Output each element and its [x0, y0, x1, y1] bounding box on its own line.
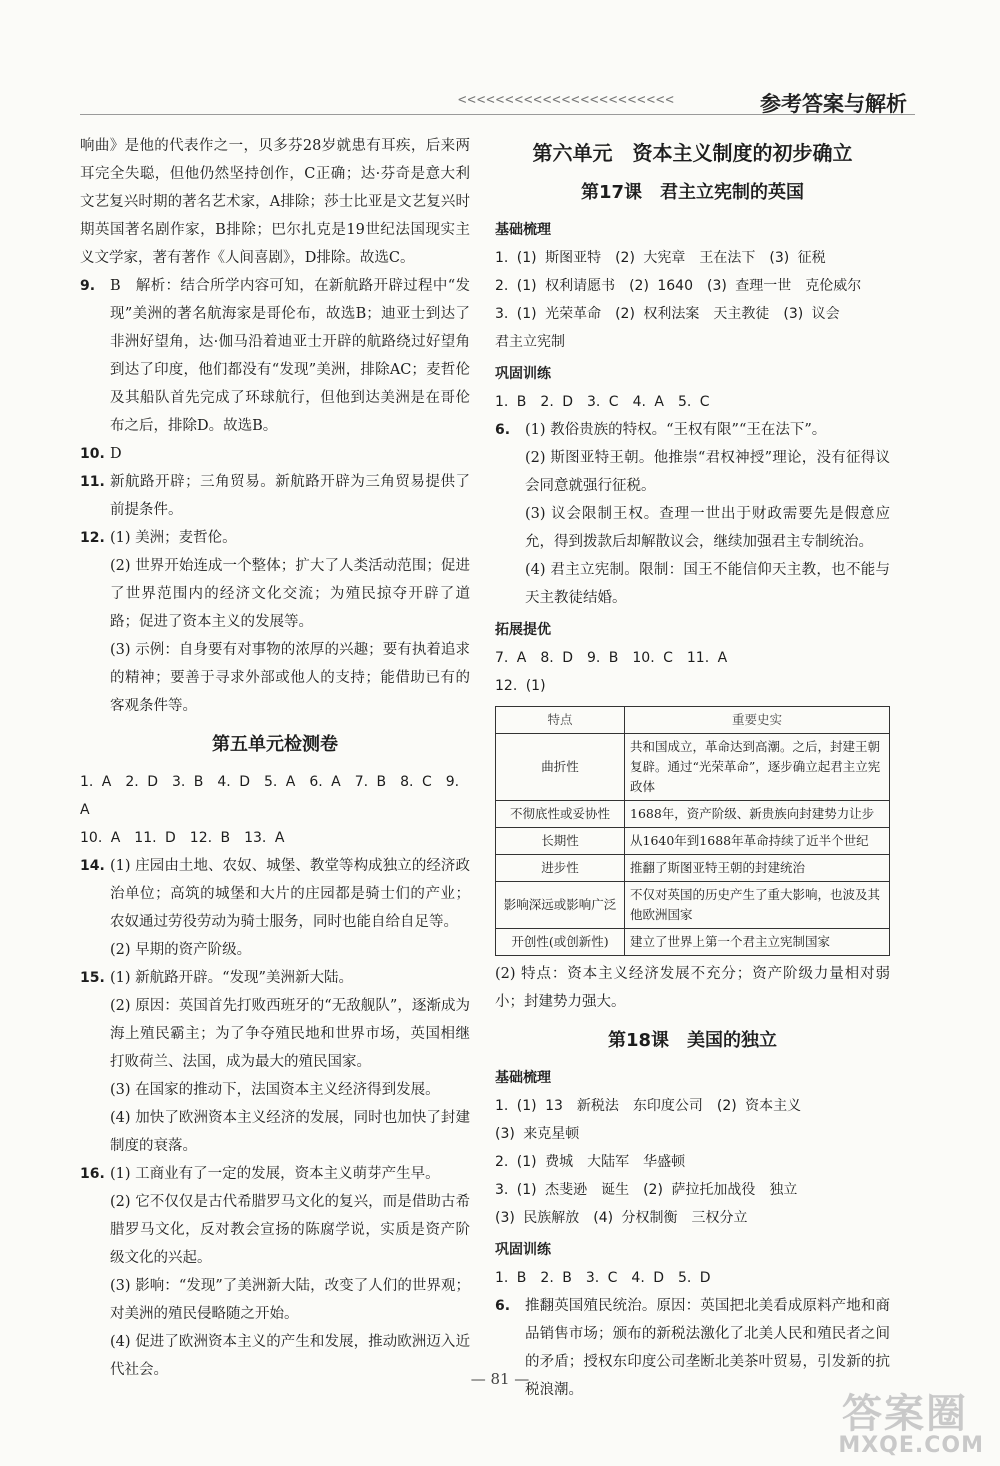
table-row	[496, 801, 890, 828]
l17-answer-6	[495, 416, 890, 444]
table-cell-feature: 影响深远或影响广泛	[496, 882, 625, 929]
answer-number: 6.	[495, 422, 511, 438]
table-cell-fact: 1688年，资产阶级、新贵族向封建势力让步	[625, 801, 890, 828]
answer-number: 9.	[80, 278, 96, 294]
l17-answer-12-part2: (2) 特点：资本主义经济发展不充分；资产阶级力量相对弱小；封建势力强大。	[495, 966, 890, 1010]
table-cell-fact: 共和国成立，革命达到高潮。之后，封建王朝复辟。通过“光荣革命”，逐步确立起君主立宪政体	[625, 734, 890, 801]
answer-text: 新航路开辟；三角贸易。新航路开辟为三角贸易提供了前提条件。	[110, 474, 470, 518]
answer-text: D	[110, 446, 122, 462]
l17-answer-6-part3: (3) 议会限制王权。查理一世出于财政需要先是假意应允，得到拨款后却解散议会，继续加强君主专制统治。	[525, 506, 890, 550]
answer-number: 10.	[80, 446, 105, 462]
answer-9	[80, 272, 470, 440]
answer-text: (1) 美洲；麦哲伦。	[110, 530, 237, 546]
table-row	[496, 855, 890, 882]
table-cell-feature: 曲折性	[496, 734, 625, 801]
answer-text: 推翻英国殖民统治。原因：英国把北美看成原料产地和商品销售市场；颁布的新税法激化了北美人民和殖民者之间的矛盾；授权东印度公司垄断北美茶叶贸易，引发新的抗税浪潮。	[525, 1298, 890, 1398]
l17-basic-2: 2. (1) 权利请愿书 (2) 1640 (3) 查理一世 克伦威尔	[495, 278, 862, 294]
extend-label: 拓展提优	[495, 622, 551, 638]
l18-mc-answers: 1. B 2. B 3. C 4. D 5. D	[495, 1270, 711, 1286]
answer-12-part3: (3) 示例：自身要有对事物的浓厚的兴趣；要有执着追求的精神；要善于寻求外部或他人的支持；能借助已有的客观条件等。	[110, 642, 470, 714]
table-cell-feature: 开创性(或创新性)	[496, 929, 625, 956]
table-header-fact: 重要史实	[625, 707, 890, 734]
answer-10	[80, 440, 470, 468]
table-cell-fact: 推翻了斯图亚特王朝的封建统治	[625, 855, 890, 882]
answer-12-part2: (2) 世界开始连成一个整体；扩大了人类活动范围；促进了世界范围内的经济文化交流；为殖民掠夺开辟了道路；促进了资本主义的发展等。	[110, 558, 470, 630]
answer-number: 11.	[80, 474, 105, 490]
header-arrows: <<<<<<<<<<<<<<<<<<<<<<<	[458, 92, 675, 108]
consolidate-label-2: 巩固训练	[495, 1242, 551, 1258]
answer-16	[80, 1160, 470, 1188]
answer-number: 6.	[495, 1298, 511, 1314]
history-features-table	[495, 706, 890, 956]
answer-number: 16.	[80, 1166, 105, 1182]
answer-number: 15.	[80, 970, 105, 986]
lesson18-title: 第18课 美国的独立	[607, 1030, 778, 1051]
table-cell-fact: 不仅对英国的历史产生了重大影响，也波及其他欧洲国家	[625, 882, 890, 929]
l17-answer-6-part4: (4) 君主立宪制。限制：国王不能信仰天主教，也不能与天主教徒结婚。	[525, 562, 890, 606]
answer-11	[80, 468, 470, 524]
left-column	[80, 132, 470, 1384]
answer-8-continued: 响曲》是他的代表作之一，贝多芬28岁就患有耳疾，后来两耳完全失聪，但他仍然坚持创作，C正确；达·芬奇是意大利文艺复兴时期的著名艺术家，A排除；莎士比亚是文艺复兴时期英国著名剧作家，B排除；巴尔扎克是19世纪法国现实主义文学家，著有著作《人间喜剧》，D排除。故选C。	[80, 138, 470, 266]
answer-14-part2: (2) 早期的资产阶级。	[110, 942, 252, 958]
l17-mc-answers: 1. B 2. D 3. C 4. A 5. C	[495, 394, 710, 410]
table-header-row	[496, 707, 890, 734]
l17-basic-3: 3. (1) 光荣革命 (2) 权利法案 天主教徒 (3) 议会	[495, 306, 840, 322]
l17-extend-mc: 7. A 8. D 9. B 10. C 11. A	[495, 650, 728, 666]
table-cell-fact: 从1640年到1688年革命持续了近半个世纪	[625, 828, 890, 855]
watermark-logo	[788, 1382, 988, 1458]
table-row	[496, 929, 890, 956]
table-cell-feature: 不彻底性或妥协性	[496, 801, 625, 828]
watermark-main-text: 答案圈	[842, 1391, 968, 1437]
answer-15-part2: (2) 原因：英国首先打败西班牙的“无敌舰队”，逐渐成为海上殖民霸主；为了争夺殖民地和世界市场，英国相继打败荷兰、法国，成为最大的殖民国家。	[110, 998, 470, 1070]
unit5-test-title: 第五单元检测卷	[212, 734, 338, 755]
page-header	[80, 88, 915, 118]
consolidate-label: 巩固训练	[495, 366, 551, 382]
answer-text: (1) 庄园由土地、农奴、城堡、教堂等构成独立的经济政治单位；高筑的城堡和大片的庄园都是骑士们的产业；农奴通过劳役劳动为骑士服务，同时也能自给自足等。	[110, 858, 470, 930]
page-number: — 81 —	[470, 1370, 530, 1388]
l18-basic-3-cont: (3) 民族解放 (4) 分权制衡 三权分立	[495, 1210, 748, 1226]
answer-text: (1) 新航路开辟。“发现”美洲新大陆。	[110, 970, 353, 986]
table-row	[496, 828, 890, 855]
watermark-site-text: MXQE.COM	[838, 1433, 984, 1458]
l17-basic-3-cont: 君主立宪制	[495, 334, 565, 350]
answer-number: 14.	[80, 858, 105, 874]
answer-16-part3: (3) 影响：“发现”了美洲新大陆，改变了人们的世界观；对美洲的殖民侵略随之开始。	[110, 1278, 470, 1322]
answer-15-part4: (4) 加快了欧洲资本主义经济的发展，同时也加快了封建制度的衰落。	[110, 1110, 470, 1154]
table-cell-fact: 建立了世界上第一个君主立宪制国家	[625, 929, 890, 956]
answer-number: 12.	[80, 530, 105, 546]
table-row	[496, 734, 890, 801]
l18-basic-1: 1. (1) 13 新税法 东印度公司 (2) 资本主义	[495, 1098, 802, 1114]
answer-16-part2: (2) 它不仅仅是古代希腊罗马文化的复兴，而是借助古希腊罗马文化，反对教会宣扬的陈腐学说，实质是资产阶级文化的兴起。	[110, 1194, 470, 1266]
table-row	[496, 882, 890, 929]
basic-review-label: 基础梳理	[495, 222, 551, 238]
table-cell-feature: 长期性	[496, 828, 625, 855]
answer-text: (1) 教俗贵族的特权。“王权有限”“王在法下”。	[525, 422, 827, 438]
answer-text: (1) 工商业有了一定的发展，资本主义萌芽产生早。	[110, 1166, 440, 1182]
l17-basic-1: 1. (1) 斯图亚特 (2) 大宪章 王在法下 (3) 征税	[495, 250, 826, 266]
answer-text: B 解析：结合所学内容可知，在新航路开辟过程中“发现”美洲的著名航海家是哥伦布，故选B；迪亚士到达了非洲好望角，达·伽马沿着迪亚士开辟的航路绕过好望角到达了印度，他们都没有“发现”美洲，排除AC；麦哲伦及其船队首先完成了环球航行，但他到达美洲是在哥伦布之后，排除D。故选B。	[110, 278, 470, 434]
l17-answer-6-part2: (2) 斯图亚特王朝。他推崇“君权神授”理论，没有征得议会同意就强行征税。	[525, 450, 890, 494]
header-rule	[80, 114, 915, 115]
header-title: 参考答案与解析	[760, 92, 907, 116]
l18-basic-1-cont: (3) 来克星顿	[495, 1126, 580, 1142]
basic-review-label-2: 基础梳理	[495, 1070, 551, 1086]
l18-basic-3: 3. (1) 杰斐逊 诞生 (2) 萨拉托加战役 独立	[495, 1182, 798, 1198]
unit6-title: 第六单元 资本主义制度的初步确立	[532, 141, 853, 165]
l18-basic-2: 2. (1) 费城 大陆军 华盛顿	[495, 1154, 686, 1170]
answer-16-part4: (4) 促进了欧洲资本主义的产生和发展，推动欧洲迈入近代社会。	[110, 1334, 470, 1378]
answer-15-part3: (3) 在国家的推动下，法国资本主义经济得到发展。	[110, 1082, 440, 1098]
mc-answers-row1: 1. A 2. D 3. B 4. D 5. A 6. A 7. B 8. C 9. A	[80, 774, 460, 818]
answer-12	[80, 524, 470, 552]
answer-15	[80, 964, 470, 992]
table-header-feature: 特点	[496, 707, 625, 734]
mc-answers-row2: 10. A 11. D 12. B 13. A	[80, 830, 285, 846]
right-column	[495, 132, 890, 1404]
table-cell-feature: 进步性	[496, 855, 625, 882]
answer-14	[80, 852, 470, 936]
lesson17-title: 第17课 君主立宪制的英国	[580, 182, 805, 203]
l17-answer-12-head: 12. (1)	[495, 678, 546, 694]
